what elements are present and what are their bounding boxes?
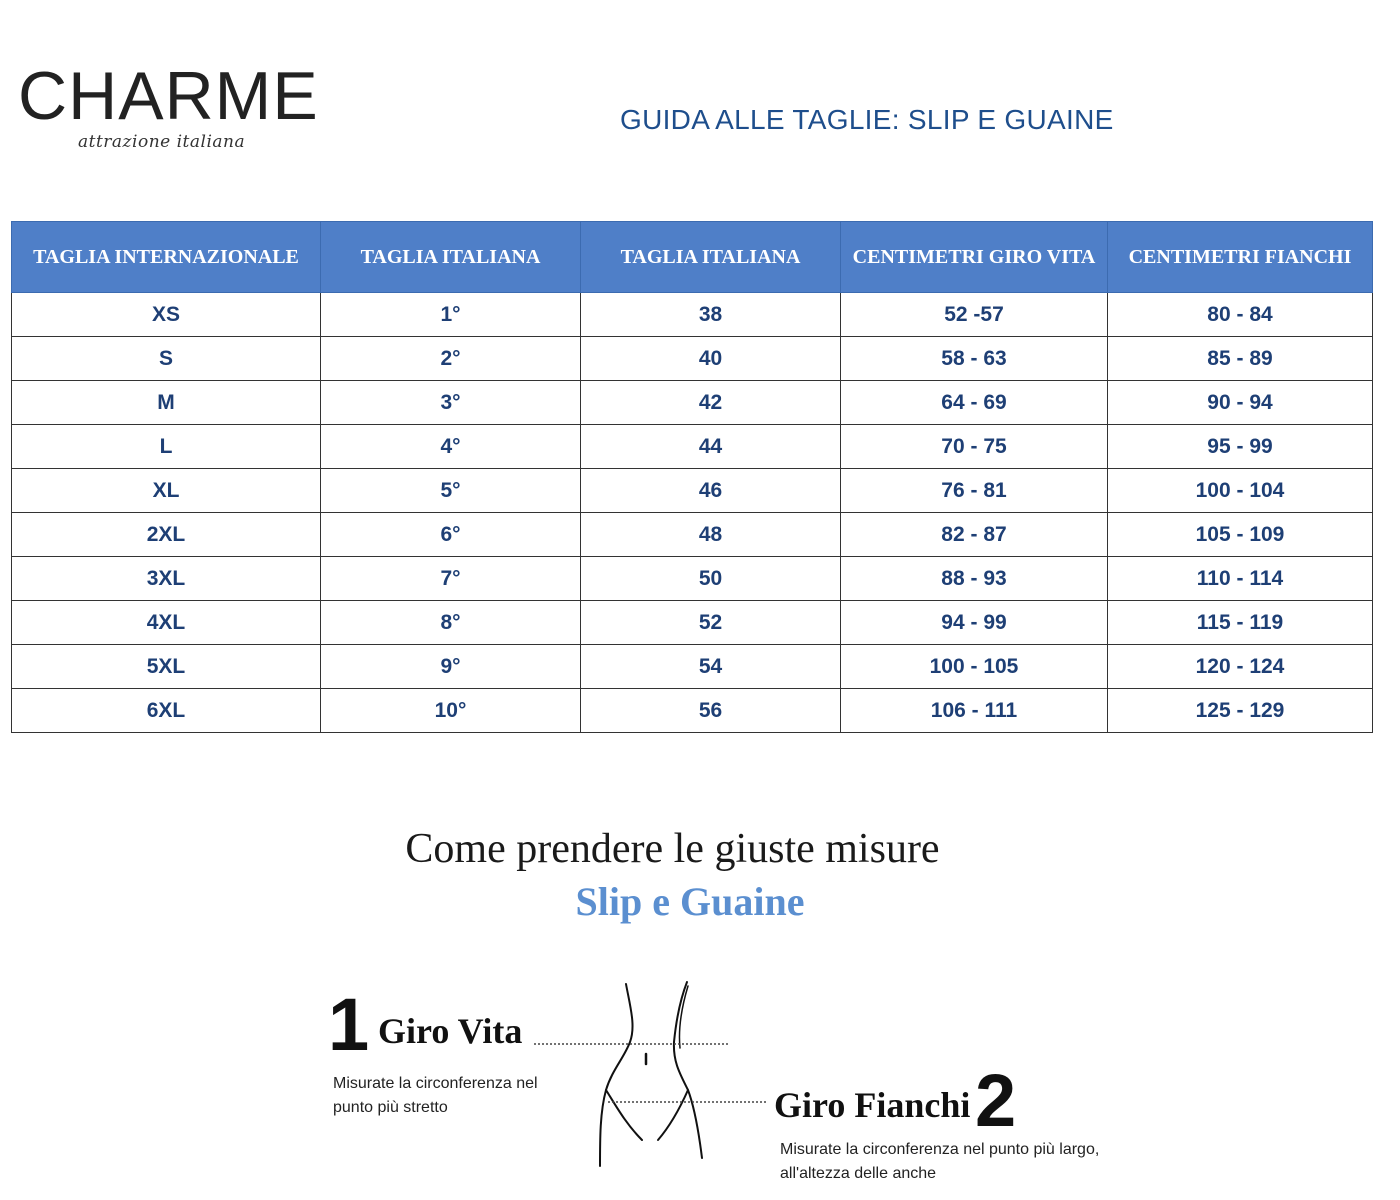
table-row — [12, 513, 1373, 557]
cell-italian-size-number: 50 — [581, 557, 841, 601]
step1-number: 1 — [328, 983, 370, 1066]
table-row — [12, 381, 1373, 425]
table-row — [12, 469, 1373, 513]
cell-italian-size-number: 44 — [581, 425, 841, 469]
step2-description: Misurate la circonferenza nel punto più largo, all'altezza delle anche — [780, 1141, 1100, 1182]
header-waist-cm: CENTIMETRI GIRO VITA — [841, 222, 1108, 293]
table-row — [12, 601, 1373, 645]
cell-hips-cm: 105 - 109 — [1108, 513, 1373, 557]
cell-italian-size-number: 48 — [581, 513, 841, 557]
table-row — [12, 337, 1373, 381]
brand-logo — [18, 58, 348, 152]
cell-international-size: 5XL — [12, 645, 321, 689]
header-italian-size: TAGLIA ITALIANA — [321, 222, 581, 293]
cell-hips-cm: 100 - 104 — [1108, 469, 1373, 513]
cell-italian-size: 4° — [321, 425, 581, 469]
cell-italian-size-number: 38 — [581, 293, 841, 337]
cell-international-size: M — [12, 381, 321, 425]
header-international-size: TAGLIA INTERNAZIONALE — [12, 222, 321, 293]
cell-waist-cm: 64 - 69 — [841, 381, 1108, 425]
cell-international-size: XL — [12, 469, 321, 513]
cell-international-size: 4XL — [12, 601, 321, 645]
table-row — [12, 689, 1373, 733]
cell-international-size: 3XL — [12, 557, 321, 601]
cell-waist-cm: 100 - 105 — [841, 645, 1108, 689]
cell-waist-cm: 76 - 81 — [841, 469, 1108, 513]
step1-description: Misurate la circonferenza nel punto più stretto — [333, 1075, 538, 1116]
cell-italian-size-number: 40 — [581, 337, 841, 381]
cell-italian-size-number: 46 — [581, 469, 841, 513]
cell-hips-cm: 120 - 124 — [1108, 645, 1373, 689]
cell-waist-cm: 52 -57 — [841, 293, 1108, 337]
cell-waist-cm: 82 - 87 — [841, 513, 1108, 557]
cell-italian-size: 2° — [321, 337, 581, 381]
brand-name: CHARME — [18, 58, 319, 134]
cell-italian-size-number: 52 — [581, 601, 841, 645]
cell-italian-size: 3° — [321, 381, 581, 425]
cell-italian-size: 1° — [321, 293, 581, 337]
page-title: GUIDA ALLE TAGLIE: SLIP E GUAINE — [620, 104, 1114, 135]
step2-label: Giro Fianchi — [774, 1085, 971, 1125]
table-body — [12, 293, 1373, 733]
howto-subtitle: Slip e Guaine — [575, 879, 805, 924]
cell-international-size: 2XL — [12, 513, 321, 557]
cell-italian-size: 7° — [321, 557, 581, 601]
cell-international-size: XS — [12, 293, 321, 337]
table-header-row — [12, 222, 1373, 293]
cell-waist-cm: 94 - 99 — [841, 601, 1108, 645]
cell-hips-cm: 80 - 84 — [1108, 293, 1373, 337]
header-italian-size-number: TAGLIA ITALIANA — [581, 222, 841, 293]
step2-number: 2 — [975, 1059, 1017, 1142]
cell-waist-cm: 106 - 111 — [841, 689, 1108, 733]
cell-hips-cm: 125 - 129 — [1108, 689, 1373, 733]
brand-tagline: attrazione italiana — [78, 132, 246, 152]
cell-italian-size-number: 54 — [581, 645, 841, 689]
howto-title: Come prendere le giuste misure — [405, 826, 940, 872]
table-row — [12, 557, 1373, 601]
cell-waist-cm: 70 - 75 — [841, 425, 1108, 469]
cell-hips-cm: 110 - 114 — [1108, 557, 1373, 601]
table-row — [12, 645, 1373, 689]
cell-italian-size: 8° — [321, 601, 581, 645]
cell-hips-cm: 85 - 89 — [1108, 337, 1373, 381]
cell-italian-size: 5° — [321, 469, 581, 513]
cell-waist-cm: 88 - 93 — [841, 557, 1108, 601]
cell-waist-cm: 58 - 63 — [841, 337, 1108, 381]
cell-hips-cm: 115 - 119 — [1108, 601, 1373, 645]
header-hips-cm: CENTIMETRI FIANCHI — [1108, 222, 1373, 293]
table-row — [12, 293, 1373, 337]
cell-hips-cm: 90 - 94 — [1108, 381, 1373, 425]
table-row — [12, 425, 1373, 469]
cell-italian-size: 10° — [321, 689, 581, 733]
cell-hips-cm: 95 - 99 — [1108, 425, 1373, 469]
cell-international-size: S — [12, 337, 321, 381]
cell-italian-size-number: 42 — [581, 381, 841, 425]
cell-italian-size-number: 56 — [581, 689, 841, 733]
cell-international-size: 6XL — [12, 689, 321, 733]
cell-international-size: L — [12, 425, 321, 469]
step1-label: Giro Vita — [378, 1011, 523, 1051]
cell-italian-size: 9° — [321, 645, 581, 689]
size-table — [11, 221, 1373, 733]
cell-italian-size: 6° — [321, 513, 581, 557]
